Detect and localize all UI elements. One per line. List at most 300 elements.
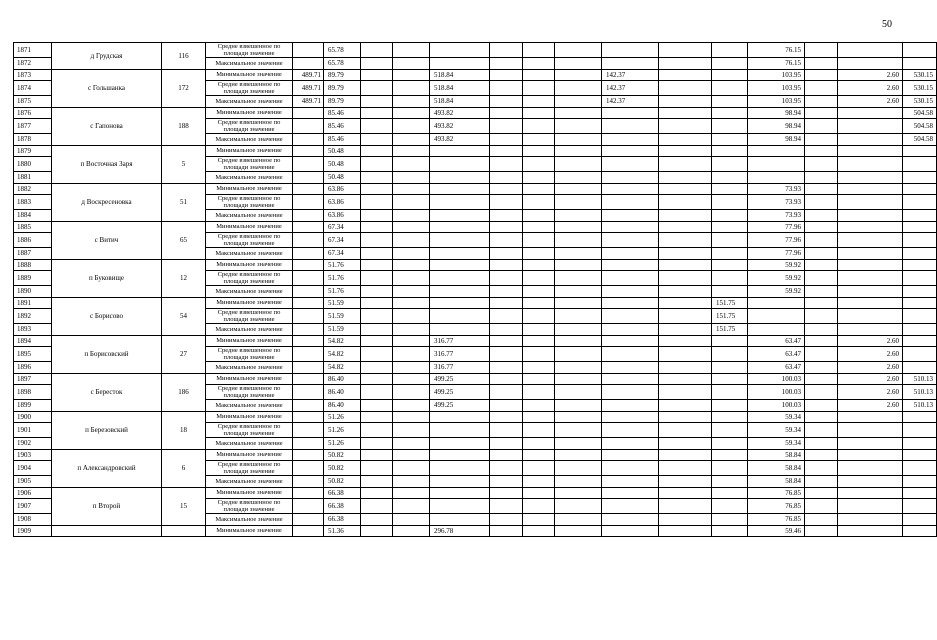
population-cell [162, 525, 206, 537]
value-cell [490, 134, 523, 146]
value-cell [602, 107, 659, 119]
value-cell [602, 157, 659, 172]
value-cell: 86.40 [324, 373, 361, 385]
value-cell: 59.34 [748, 411, 805, 423]
value-cell [523, 134, 555, 146]
value-cell: 103.95 [748, 96, 805, 108]
settlement-cell: п Восточная Заря [52, 145, 162, 183]
value-cell [523, 43, 555, 58]
value-cell [523, 335, 555, 347]
value-cell [393, 347, 430, 362]
value-cell [361, 195, 393, 210]
data-table [13, 42, 937, 537]
value-cell [523, 145, 555, 157]
value-cell [659, 461, 712, 476]
value-cell: 66.38 [324, 487, 361, 499]
value-cell: 493.82 [430, 134, 490, 146]
row-number-cell: 1888 [14, 259, 52, 271]
value-cell [393, 259, 430, 271]
value-cell [523, 461, 555, 476]
value-cell [712, 411, 748, 423]
value-cell [602, 286, 659, 298]
value-cell [555, 514, 602, 526]
value-cell: 151.75 [712, 309, 748, 324]
value-cell [555, 183, 602, 195]
value-cell [805, 411, 838, 423]
row-number-cell: 1894 [14, 335, 52, 347]
value-cell [712, 43, 748, 58]
value-cell [523, 514, 555, 526]
value-cell [602, 172, 659, 184]
value-cell [523, 259, 555, 271]
value-cell: 73.93 [748, 183, 805, 195]
value-cell: 66.38 [324, 514, 361, 526]
value-cell [555, 58, 602, 70]
value-cell [490, 210, 523, 222]
value-cell [838, 210, 903, 222]
value-cell [805, 157, 838, 172]
value-cell [903, 514, 937, 526]
value-cell: 76.85 [748, 499, 805, 514]
value-cell [393, 362, 430, 374]
value-cell [361, 233, 393, 248]
value-cell [659, 411, 712, 423]
value-cell: 142.37 [602, 81, 659, 96]
value-cell [555, 400, 602, 412]
population-cell: 15 [162, 487, 206, 525]
value-cell [555, 96, 602, 108]
value-cell [838, 487, 903, 499]
value-cell: 504.58 [903, 119, 937, 134]
value-kind-cell: Минимальное значение [206, 259, 293, 271]
table-row [14, 145, 937, 157]
value-cell [490, 248, 523, 260]
value-cell [712, 107, 748, 119]
value-cell: 504.58 [903, 134, 937, 146]
value-cell [602, 487, 659, 499]
value-cell [805, 309, 838, 324]
value-cell [838, 411, 903, 423]
value-cell [293, 385, 324, 400]
value-cell [293, 145, 324, 157]
value-cell [523, 525, 555, 537]
value-cell [293, 423, 324, 438]
value-kind-cell: Максимальное значение [206, 210, 293, 222]
value-cell [602, 461, 659, 476]
value-cell [903, 210, 937, 222]
value-cell [490, 411, 523, 423]
value-cell [293, 525, 324, 537]
value-cell [490, 233, 523, 248]
row-number-cell: 1885 [14, 221, 52, 233]
value-cell [430, 248, 490, 260]
value-cell [393, 476, 430, 488]
value-kind-cell: Минимальное значение [206, 107, 293, 119]
value-cell [659, 183, 712, 195]
value-cell [361, 499, 393, 514]
value-cell [555, 438, 602, 450]
value-cell [361, 487, 393, 499]
value-cell [393, 43, 430, 58]
value-cell [490, 362, 523, 374]
value-cell [361, 309, 393, 324]
value-cell [805, 145, 838, 157]
row-number-cell: 1882 [14, 183, 52, 195]
value-cell [393, 438, 430, 450]
value-cell: 58.84 [748, 449, 805, 461]
value-cell [602, 248, 659, 260]
value-cell [393, 514, 430, 526]
value-cell [393, 69, 430, 81]
value-cell [903, 259, 937, 271]
value-cell [555, 233, 602, 248]
value-cell [659, 43, 712, 58]
value-cell [805, 271, 838, 286]
table-row [14, 259, 937, 271]
value-cell [555, 449, 602, 461]
value-cell [602, 373, 659, 385]
value-cell [903, 309, 937, 324]
value-cell [523, 476, 555, 488]
value-cell [838, 476, 903, 488]
value-cell [805, 286, 838, 298]
value-cell [838, 134, 903, 146]
value-kind-cell: Минимальное значение [206, 373, 293, 385]
value-cell [430, 411, 490, 423]
value-cell: 530.15 [903, 69, 937, 81]
value-cell [430, 195, 490, 210]
value-cell [523, 69, 555, 81]
value-cell: 76.15 [748, 58, 805, 70]
value-kind-cell: Минимальное значение [206, 411, 293, 423]
value-cell [659, 107, 712, 119]
value-cell: 59.92 [748, 271, 805, 286]
value-cell [393, 309, 430, 324]
value-kind-cell: Максимальное значение [206, 134, 293, 146]
value-cell [555, 157, 602, 172]
value-cell [659, 423, 712, 438]
value-cell [712, 81, 748, 96]
value-cell [430, 183, 490, 195]
value-cell [293, 335, 324, 347]
value-cell [805, 297, 838, 309]
value-cell [555, 411, 602, 423]
value-cell [805, 195, 838, 210]
value-cell: 2.60 [838, 347, 903, 362]
value-cell [490, 183, 523, 195]
value-cell [748, 297, 805, 309]
row-number-cell: 1907 [14, 499, 52, 514]
value-cell [523, 96, 555, 108]
settlement-cell: д Воскресеновка [52, 183, 162, 221]
value-cell [838, 145, 903, 157]
value-cell [805, 476, 838, 488]
value-cell [805, 487, 838, 499]
value-cell [523, 248, 555, 260]
value-cell [805, 69, 838, 81]
value-cell [659, 119, 712, 134]
value-cell: 76.85 [748, 514, 805, 526]
value-cell [430, 286, 490, 298]
value-cell: 86.40 [324, 385, 361, 400]
row-number-cell: 1901 [14, 423, 52, 438]
value-cell [712, 514, 748, 526]
value-cell [659, 286, 712, 298]
value-cell: 151.75 [712, 297, 748, 309]
value-cell [293, 172, 324, 184]
value-cell [361, 248, 393, 260]
value-cell [523, 58, 555, 70]
value-cell [659, 271, 712, 286]
value-cell [838, 107, 903, 119]
value-cell [361, 335, 393, 347]
value-cell [659, 195, 712, 210]
value-cell [903, 499, 937, 514]
value-cell: 50.48 [324, 157, 361, 172]
value-cell [393, 499, 430, 514]
value-cell [430, 172, 490, 184]
value-cell [838, 449, 903, 461]
value-cell [393, 525, 430, 537]
value-cell [361, 58, 393, 70]
value-cell: 54.82 [324, 335, 361, 347]
value-cell [712, 96, 748, 108]
value-cell: 98.94 [748, 119, 805, 134]
value-cell: 51.76 [324, 271, 361, 286]
value-cell [712, 385, 748, 400]
value-cell [490, 423, 523, 438]
value-cell [523, 309, 555, 324]
value-cell: 489.71 [293, 81, 324, 96]
value-cell [903, 271, 937, 286]
value-cell [430, 324, 490, 336]
value-cell: 67.34 [324, 233, 361, 248]
value-cell [430, 309, 490, 324]
value-cell: 51.76 [324, 259, 361, 271]
value-cell [805, 221, 838, 233]
value-cell [523, 438, 555, 450]
value-cell: 100.03 [748, 400, 805, 412]
value-cell [602, 400, 659, 412]
value-cell [361, 119, 393, 134]
value-cell [659, 347, 712, 362]
value-kind-cell: Средне взвешенное по площади значение [206, 385, 293, 400]
settlement-cell: с Бересток [52, 373, 162, 411]
row-number-cell: 1896 [14, 362, 52, 374]
value-cell [393, 233, 430, 248]
value-cell [430, 449, 490, 461]
value-cell [903, 172, 937, 184]
value-cell [361, 172, 393, 184]
value-cell: 65.78 [324, 58, 361, 70]
value-cell: 73.93 [748, 210, 805, 222]
value-cell: 98.94 [748, 134, 805, 146]
value-cell [602, 271, 659, 286]
value-cell [659, 525, 712, 537]
value-cell [838, 248, 903, 260]
value-cell [602, 119, 659, 134]
value-cell: 316.77 [430, 347, 490, 362]
value-cell [903, 525, 937, 537]
value-cell [393, 297, 430, 309]
value-cell: 51.76 [324, 286, 361, 298]
value-cell [903, 461, 937, 476]
table-row [14, 221, 937, 233]
value-cell [523, 385, 555, 400]
value-cell: 51.59 [324, 297, 361, 309]
value-cell [659, 499, 712, 514]
value-cell: 63.86 [324, 210, 361, 222]
value-cell [490, 309, 523, 324]
value-cell [659, 487, 712, 499]
value-cell [659, 96, 712, 108]
value-cell [805, 347, 838, 362]
row-number-cell: 1877 [14, 119, 52, 134]
value-cell [555, 286, 602, 298]
value-cell: 489.71 [293, 69, 324, 81]
value-cell [490, 449, 523, 461]
value-cell [293, 58, 324, 70]
value-cell: 58.84 [748, 461, 805, 476]
settlement-cell: д Грудская [52, 43, 162, 70]
value-cell [903, 43, 937, 58]
value-cell [430, 221, 490, 233]
value-cell [903, 183, 937, 195]
value-cell [903, 221, 937, 233]
value-cell [393, 157, 430, 172]
value-cell [430, 297, 490, 309]
table-row [14, 297, 937, 309]
value-cell [712, 259, 748, 271]
value-cell [838, 324, 903, 336]
value-cell [490, 221, 523, 233]
value-cell [838, 195, 903, 210]
value-cell [393, 411, 430, 423]
value-cell [490, 499, 523, 514]
settlement-cell: п Буковище [52, 259, 162, 297]
value-cell [903, 423, 937, 438]
row-number-cell: 1905 [14, 476, 52, 488]
value-cell [602, 309, 659, 324]
value-cell [361, 69, 393, 81]
value-kind-cell: Минимальное значение [206, 487, 293, 499]
value-cell [659, 335, 712, 347]
value-cell: 76.15 [748, 43, 805, 58]
value-cell: 142.37 [602, 69, 659, 81]
value-cell [712, 210, 748, 222]
population-cell: 65 [162, 221, 206, 259]
row-number-cell: 1893 [14, 324, 52, 336]
value-cell [293, 286, 324, 298]
population-cell: 172 [162, 69, 206, 107]
value-cell [659, 259, 712, 271]
value-cell [805, 259, 838, 271]
settlement-cell: с Витич [52, 221, 162, 259]
value-cell [659, 58, 712, 70]
value-cell: 73.93 [748, 195, 805, 210]
value-cell [490, 195, 523, 210]
value-cell [805, 248, 838, 260]
value-cell [805, 335, 838, 347]
value-cell [555, 385, 602, 400]
value-kind-cell: Средне взвешенное по площади значение [206, 195, 293, 210]
row-number-cell: 1891 [14, 297, 52, 309]
value-cell [838, 172, 903, 184]
value-cell [393, 107, 430, 119]
value-cell [659, 514, 712, 526]
value-cell [555, 145, 602, 157]
value-cell: 77.96 [748, 221, 805, 233]
value-cell [712, 134, 748, 146]
value-cell [293, 119, 324, 134]
value-cell: 2.60 [838, 96, 903, 108]
value-cell [602, 385, 659, 400]
value-cell [712, 525, 748, 537]
value-cell [523, 499, 555, 514]
value-cell [748, 157, 805, 172]
table-row [14, 43, 937, 58]
value-cell [555, 487, 602, 499]
value-kind-cell: Максимальное значение [206, 172, 293, 184]
value-cell [361, 134, 393, 146]
value-cell [602, 525, 659, 537]
value-cell: 2.60 [838, 373, 903, 385]
value-cell [838, 423, 903, 438]
value-cell [555, 362, 602, 374]
value-cell [361, 183, 393, 195]
value-cell [838, 259, 903, 271]
value-cell: 296.78 [430, 525, 490, 537]
value-cell [361, 81, 393, 96]
value-cell: 59.34 [748, 438, 805, 450]
value-cell [523, 119, 555, 134]
value-cell [393, 145, 430, 157]
value-cell [293, 347, 324, 362]
value-cell [805, 373, 838, 385]
value-cell [555, 43, 602, 58]
value-cell [293, 210, 324, 222]
value-cell [712, 195, 748, 210]
value-cell [490, 145, 523, 157]
value-kind-cell: Средне взвешенное по площади значение [206, 43, 293, 58]
value-cell: 316.77 [430, 362, 490, 374]
value-cell: 518.84 [430, 96, 490, 108]
value-cell [712, 461, 748, 476]
value-kind-cell: Максимальное значение [206, 58, 293, 70]
value-cell [838, 157, 903, 172]
value-cell: 499.25 [430, 373, 490, 385]
value-cell [659, 438, 712, 450]
value-cell [555, 172, 602, 184]
value-cell [361, 423, 393, 438]
value-cell [523, 157, 555, 172]
value-cell [805, 134, 838, 146]
value-cell [712, 335, 748, 347]
value-cell [712, 69, 748, 81]
row-number-cell: 1895 [14, 347, 52, 362]
value-cell [602, 221, 659, 233]
value-cell [293, 411, 324, 423]
row-number-cell: 1881 [14, 172, 52, 184]
value-cell [490, 335, 523, 347]
value-cell [805, 423, 838, 438]
value-cell [490, 525, 523, 537]
row-number-cell: 1887 [14, 248, 52, 260]
value-cell [361, 400, 393, 412]
value-cell [523, 347, 555, 362]
value-cell [659, 248, 712, 260]
table-row [14, 525, 937, 537]
